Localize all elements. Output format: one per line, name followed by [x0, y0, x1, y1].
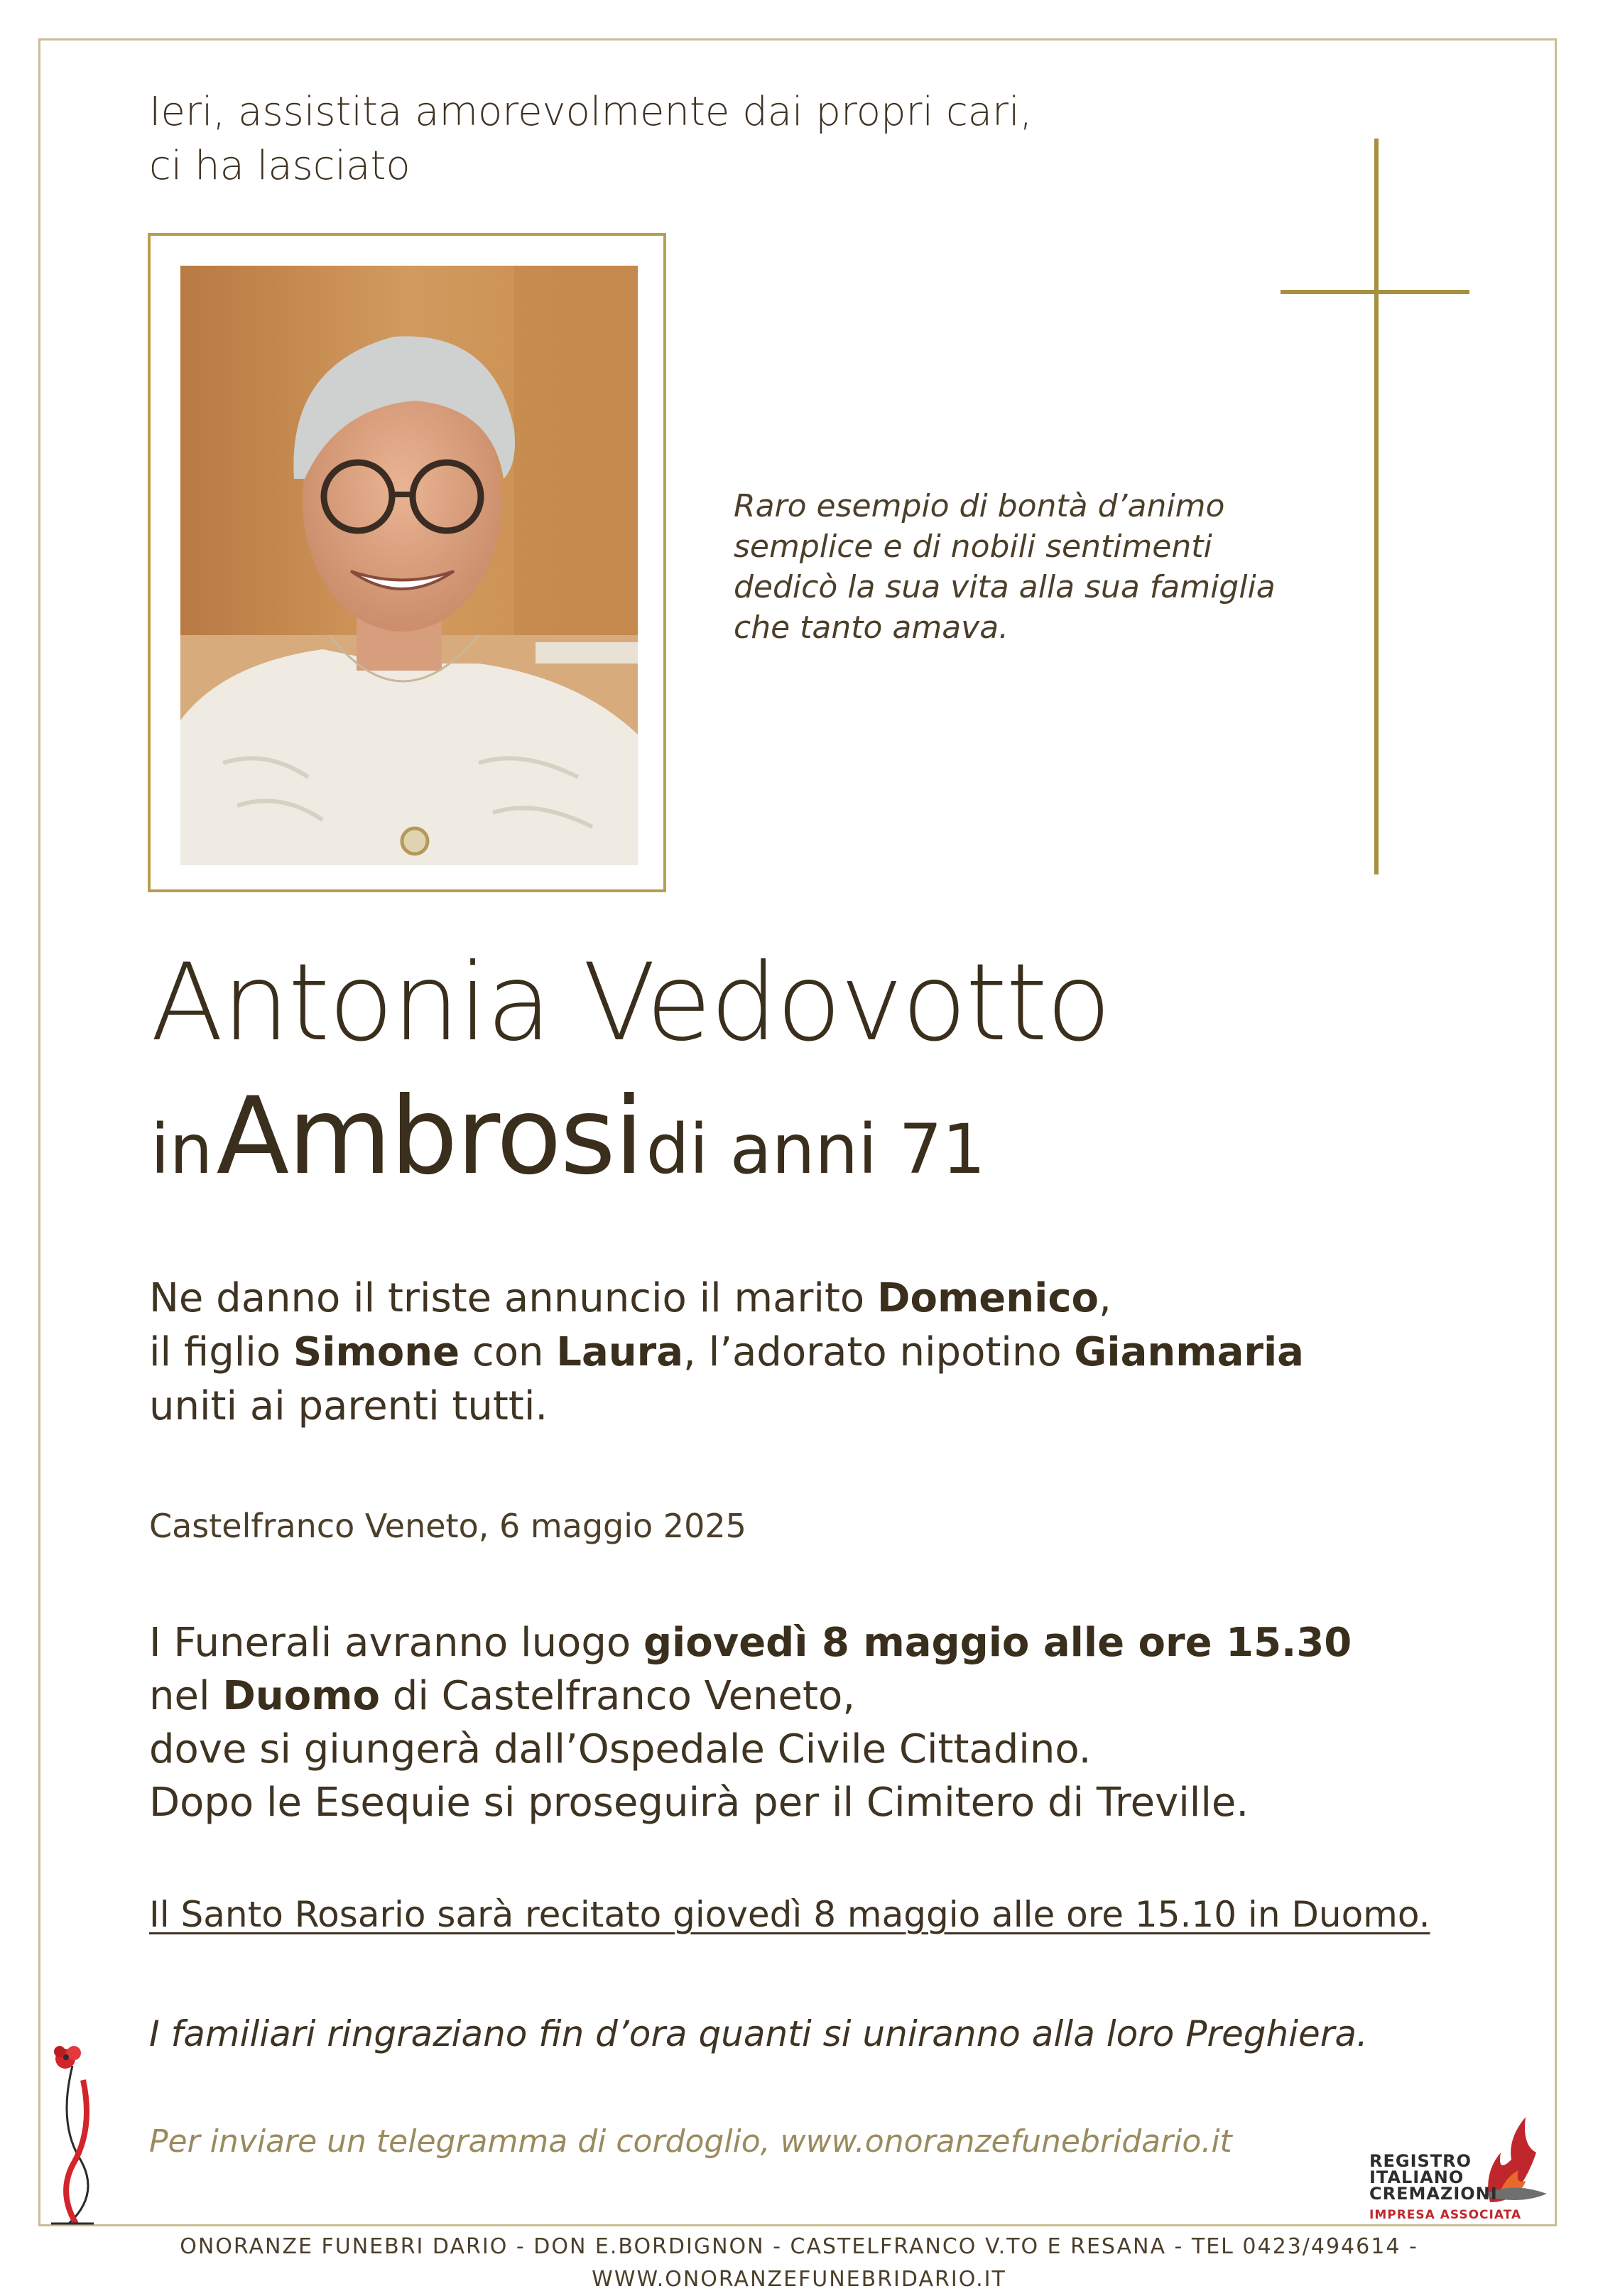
footer-contacts: ONORANZE FUNEBRI DARIO - DON E.BORDIGNON - CASTELFRANCO V.TO E RESANA - TEL 0423/494614 - WWW.ONORANZEFUNEBRIDARIO.IT [180, 2234, 1418, 2292]
deceased-name: Antonia Vedovotto [151, 941, 1110, 1065]
married-name-line [151, 1075, 986, 1226]
funeral-details: I Funerali avranno luogo giovedì 8 maggio alle ore 15.30 nel Duomo di Castelfranco Veneto, dove si giungerà dall’Ospedale Civile Cittadino. Dopo le Esequie si proseguirà per il Cimitero di Treville. [149, 1620, 1352, 1826]
memorial-quote: Raro esempio di bontà d’animo semplice e di nobili sentimenti dedicò la sua vita alla sua famiglia che tanto amava. [734, 488, 1276, 646]
telegram-link[interactable]: Per inviare un telegramma di cordoglio, www.onoranzefunebridario.it [149, 2123, 1232, 2160]
cross-icon-bar [1281, 290, 1469, 294]
announcement: Ne danno il triste annuncio il marito Domenico, il figlio Simone con Laura, l’adorato nipotino Gianmaria uniti ai parenti tutti. [149, 1275, 1304, 1429]
portrait-photo [180, 266, 638, 865]
portrait-frame [148, 233, 666, 892]
cross-icon [1374, 139, 1379, 874]
place-date: Castelfranco Veneto, 6 maggio 2025 [149, 1507, 746, 1545]
family-thanks: I familiari ringraziano fin d’ora quanti si uniranno alla loro Preghiera. [149, 2013, 1368, 2054]
age: di anni 71 [646, 1110, 986, 1189]
name-prefix: in [151, 1110, 213, 1189]
married-name: Ambrosi [216, 1075, 643, 1198]
associated-badge: IMPRESA ASSOCIATA [1369, 2208, 1522, 2222]
rosary-notice: Il Santo Rosario sarà recitato giovedì 8 maggio alle ore 15.10 in Duomo. [149, 1894, 1430, 1935]
intro-text: Ieri, assistita amorevolmente dai propri cari, ci ha lasciato [149, 89, 1033, 189]
poppy-flower-icon [44, 2037, 101, 2232]
cremation-registry-logo: REGISTRO ITALIANO CREMAZIONI IMPRESA ASSOCIATA [1369, 2110, 1554, 2224]
